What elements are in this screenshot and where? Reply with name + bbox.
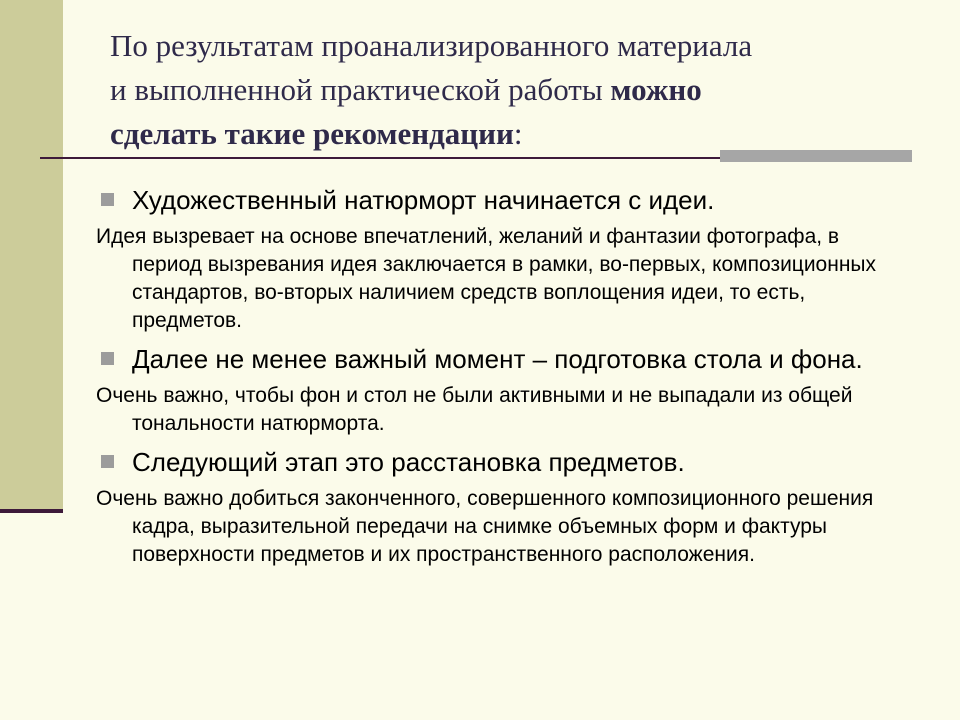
bullet-text: Следующий этап это расстановка предметов. <box>132 447 685 477</box>
body-paragraph-1: Идея вызревает на основе впечатлений, желаний и фантазии фотографа, в период вызревания идея заключается в рамки, во-первых, композиционных стандартов, во-вторых наличием средств воплощения идеи, то есть, предметов. <box>96 225 877 332</box>
bullet-item-1 <box>96 184 896 217</box>
title-line-3-end: : <box>513 116 523 151</box>
title-line-2-bold: можно <box>610 72 702 107</box>
slide-content <box>96 184 896 577</box>
square-bullet-icon <box>101 455 114 468</box>
bullet-text: Далее не менее важный момент – подготовка стола и фона. <box>132 344 863 374</box>
bullet-item-3 <box>96 446 896 479</box>
title-accent-bar <box>720 150 912 162</box>
bullet-text: Художественный натюрморт начинается с идеи. <box>132 185 715 215</box>
title-line-3-bold: сделать такие рекомендации <box>110 116 514 151</box>
body-paragraph-2: Очень важно, чтобы фон и стол не были активными и не выпадали из общей тональности натюрморта. <box>96 384 853 435</box>
left-decor-line <box>0 509 63 513</box>
bullet-item-2 <box>96 343 896 376</box>
square-bullet-icon <box>101 193 114 206</box>
body-paragraph-3: Очень важно добиться законченного, совершенного композиционного решения кадра, выразительной передачи на снимке объемных форм и фактуры поверхности предметов и их пространственного расположения. <box>96 487 874 566</box>
square-bullet-icon <box>101 352 114 365</box>
title-line-2: и выполненной практической работы <box>110 72 611 107</box>
left-decor-band <box>0 0 63 512</box>
title-line-1: По результатам проанализированного материала <box>110 28 753 63</box>
slide-title <box>110 24 910 156</box>
